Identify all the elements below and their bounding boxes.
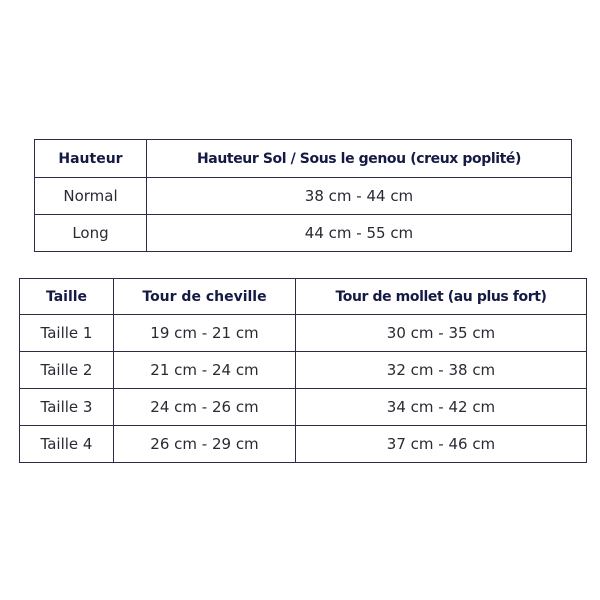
table-row [20, 389, 587, 426]
height-label: Normal [35, 178, 147, 215]
size-label: Taille 3 [20, 389, 114, 426]
ankle-range: 24 cm - 26 cm [114, 389, 296, 426]
ankle-range: 19 cm - 21 cm [114, 315, 296, 352]
table-row [20, 352, 587, 389]
height-table [34, 139, 572, 252]
size-table-header-row [20, 279, 587, 315]
table-row [20, 315, 587, 352]
calf-range: 37 cm - 46 cm [296, 426, 587, 463]
table-row [35, 215, 572, 252]
height-table-header-row [35, 140, 572, 178]
size-label: Taille 1 [20, 315, 114, 352]
ankle-range: 21 cm - 24 cm [114, 352, 296, 389]
calf-range: 32 cm - 38 cm [296, 352, 587, 389]
size-label: Taille 2 [20, 352, 114, 389]
size-label: Taille 4 [20, 426, 114, 463]
height-range: 38 cm - 44 cm [147, 178, 572, 215]
header-hauteur-sol: Hauteur Sol / Sous le genou (creux poplité) [147, 140, 572, 178]
height-label: Long [35, 215, 147, 252]
calf-range: 34 cm - 42 cm [296, 389, 587, 426]
header-hauteur: Hauteur [35, 140, 147, 178]
table-row [35, 178, 572, 215]
height-range: 44 cm - 55 cm [147, 215, 572, 252]
header-tour-de-mollet: Tour de mollet (au plus fort) [296, 279, 587, 315]
size-table [19, 278, 587, 463]
header-tour-de-cheville: Tour de cheville [114, 279, 296, 315]
header-taille: Taille [20, 279, 114, 315]
calf-range: 30 cm - 35 cm [296, 315, 587, 352]
ankle-range: 26 cm - 29 cm [114, 426, 296, 463]
table-row [20, 426, 587, 463]
